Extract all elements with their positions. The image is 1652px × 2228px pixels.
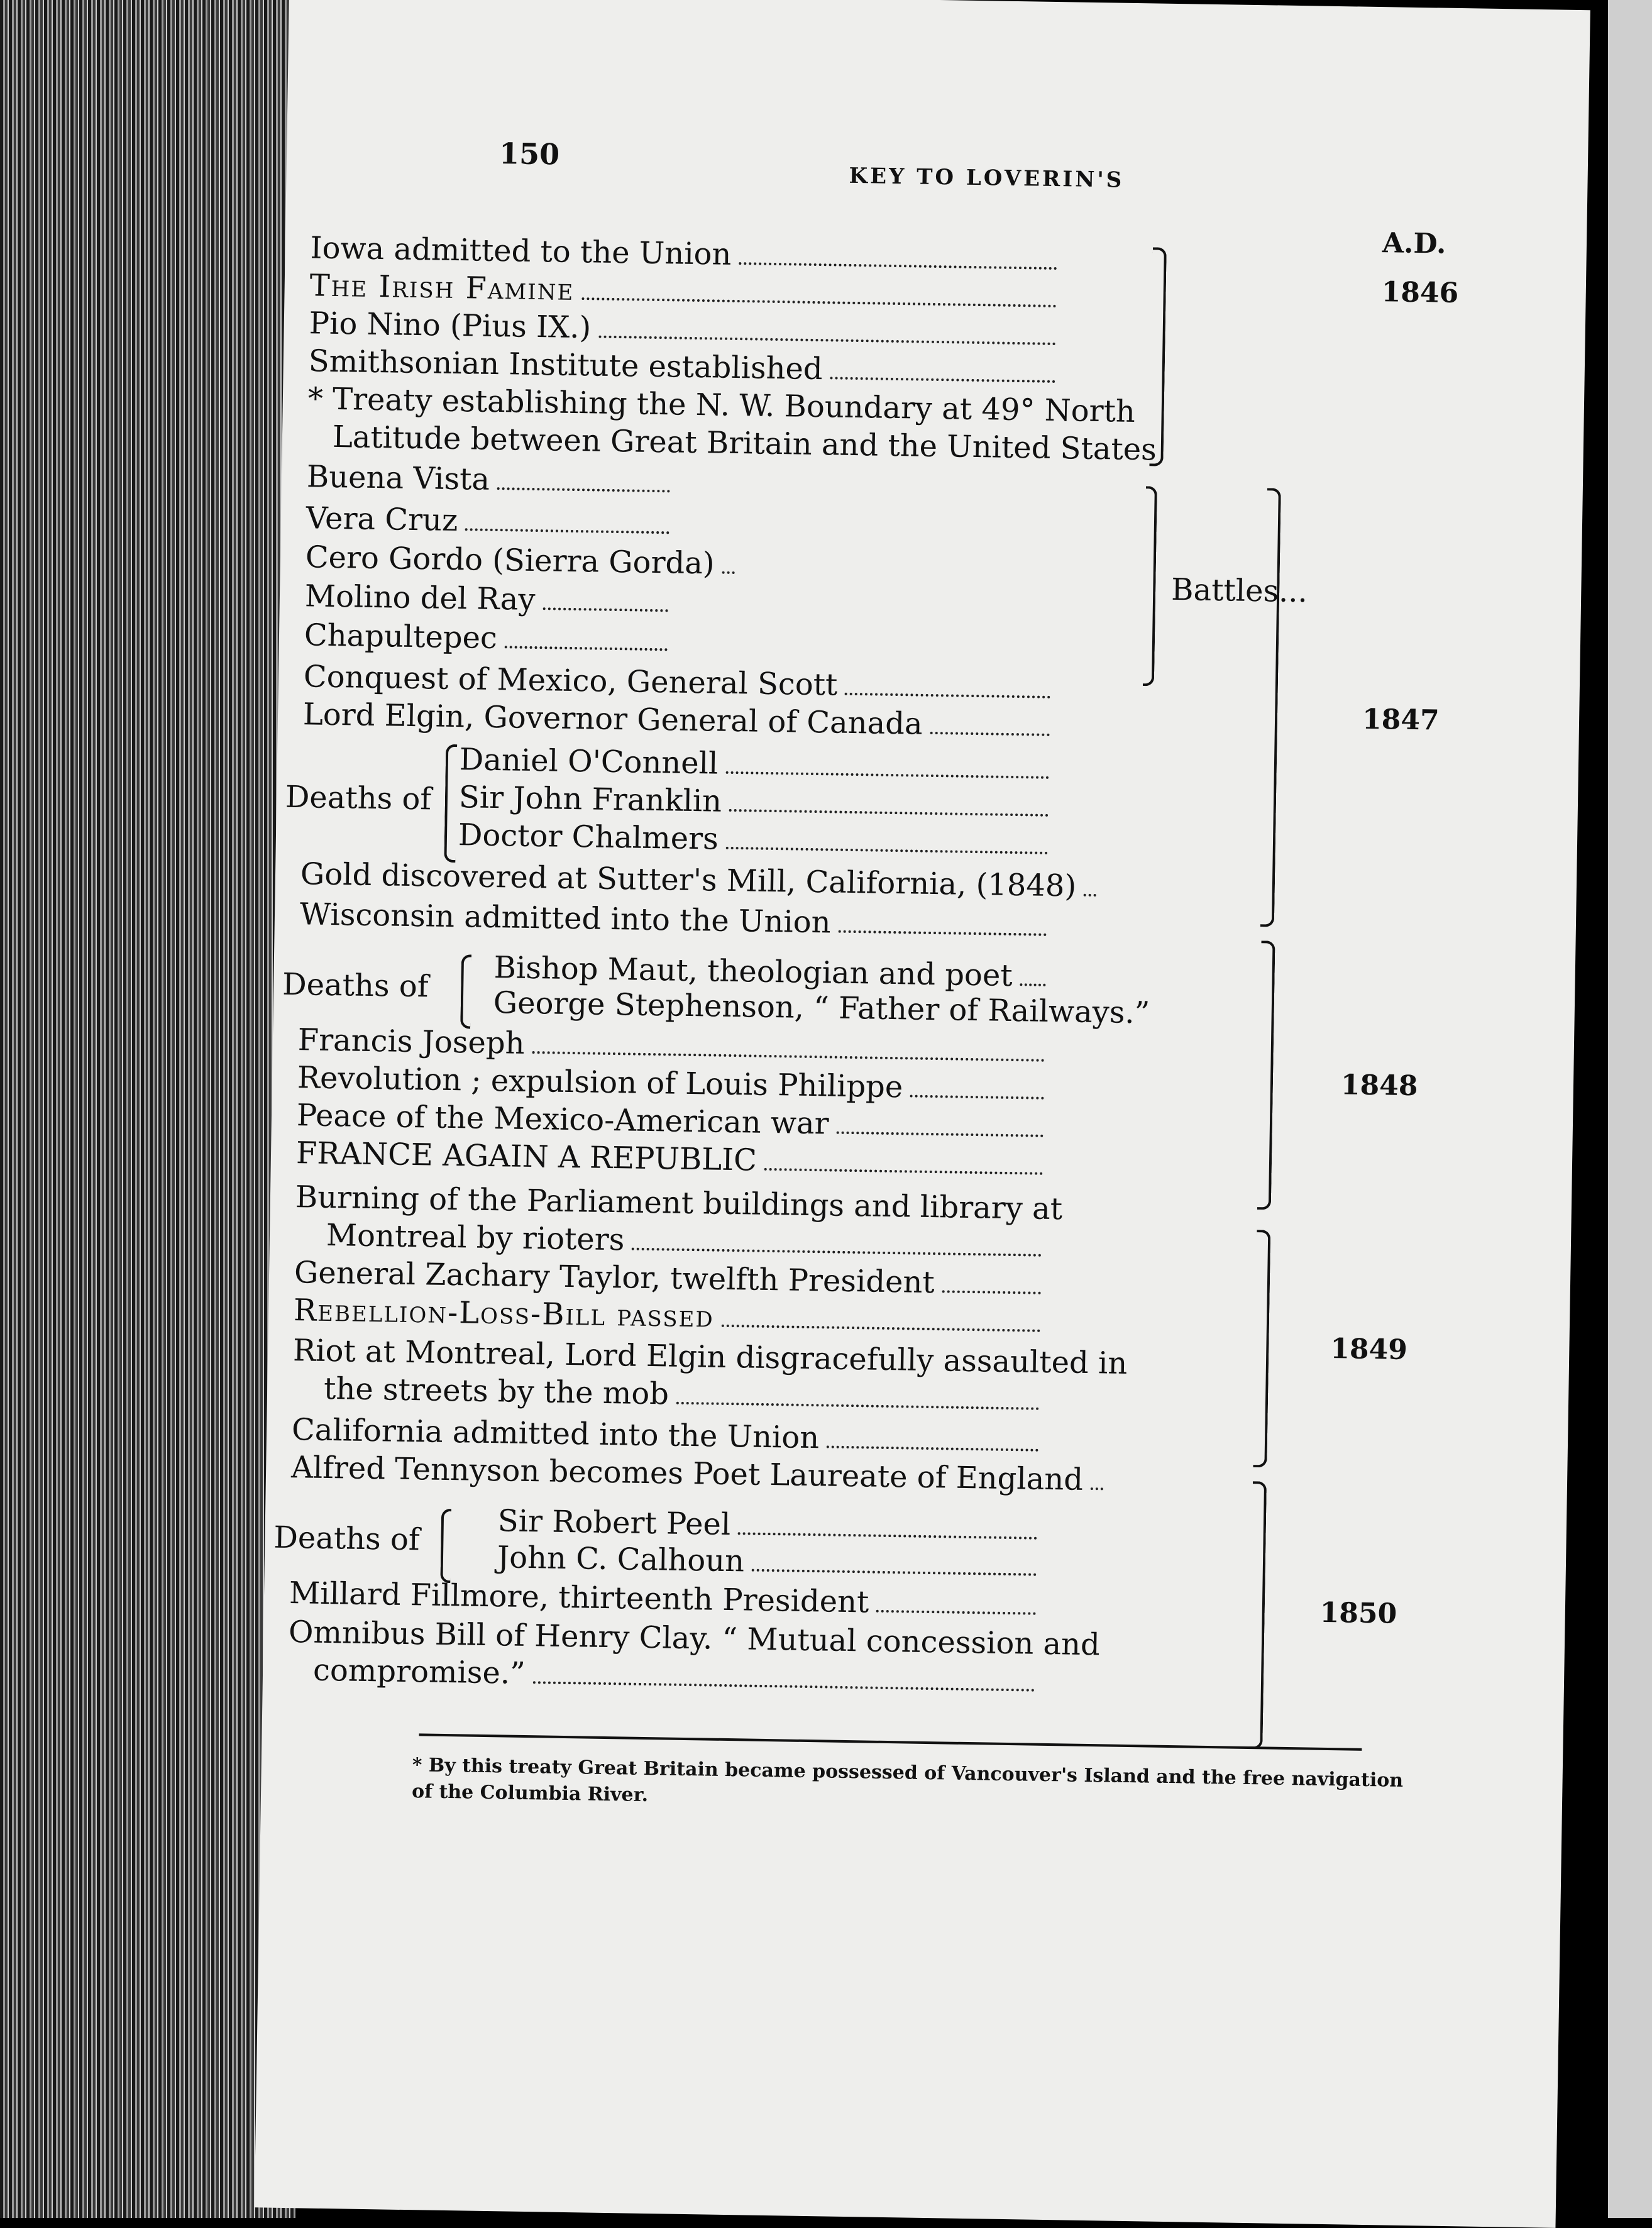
brace-1848 — [1257, 940, 1275, 1210]
leader-dots — [721, 1301, 1040, 1332]
entry-text: Iowa admitted to the Union — [310, 230, 732, 272]
leader-dots — [942, 1266, 1041, 1294]
chronology-entry — [304, 616, 668, 659]
entry-text: Revolution ; expulsion of Louis Philippe — [297, 1060, 903, 1105]
book-page — [255, 0, 1590, 2228]
brace-deaths-1850 — [440, 1509, 451, 1583]
brace-1847 — [1260, 488, 1281, 927]
leader-dots — [830, 353, 1055, 383]
leader-dots — [497, 463, 671, 492]
entry-text: Latitude between Great Britain and the United States — [332, 419, 1157, 468]
leader-dots — [1084, 870, 1097, 896]
battles-label: Battles... — [1170, 571, 1308, 610]
facing-page-edge — [1603, 0, 1652, 2218]
leader-dots — [542, 583, 668, 612]
entry-text: Rebellion-Loss-Bill passed — [293, 1293, 715, 1335]
leader-dots — [838, 907, 1047, 936]
entry-text: Millard Fillmore, thirteenth President — [289, 1575, 869, 1620]
chronology-entry — [306, 499, 669, 543]
entry-text: Pio Nino (Pius IX.) — [309, 306, 592, 346]
leader-dots — [722, 548, 735, 574]
leader-dots — [505, 622, 668, 651]
entry-text: Cero Gordo (Sierra Gorda) — [305, 539, 715, 582]
leader-dots — [827, 1421, 1039, 1451]
entry-text: Conquest of Mexico, General Scott — [303, 659, 838, 703]
leader-dots — [726, 823, 1049, 854]
entry-text: Montreal by rioters — [326, 1217, 625, 1258]
deaths-of-label-1847: Deaths of — [285, 779, 432, 817]
year-1846: 1846 — [1381, 276, 1459, 310]
leader-dots — [1020, 959, 1046, 986]
entry-text: Riot at Montreal, Lord Elgin disgracefully assaulted in — [292, 1333, 1128, 1381]
entry-text: George Stephenson, “ Father of Railways.” — [493, 985, 1150, 1031]
entry-text: FRANCE AGAIN A REPUBLIC — [295, 1135, 757, 1178]
entry-text: Sir John Franklin — [458, 780, 722, 819]
leader-dots — [910, 1071, 1045, 1099]
brace-1846 — [1149, 247, 1166, 466]
leader-dots — [581, 273, 1057, 307]
era-label: A.D. — [1382, 227, 1446, 260]
leader-dots — [752, 1545, 1037, 1576]
leader-dots — [836, 1108, 1044, 1137]
book-page-edges — [0, 0, 295, 2218]
entry-text: Lord Elgin, Governor General of Canada — [302, 697, 923, 742]
entry-text: General Zachary Taylor, twelfth President — [294, 1255, 935, 1301]
leader-dots — [532, 1657, 1035, 1692]
chronology-entry — [306, 458, 670, 501]
entry-text: Smithsonian Institute established — [308, 343, 823, 387]
entry-text: Chapultepec — [304, 617, 498, 656]
leader-dots — [1091, 1464, 1104, 1490]
entry-text: Wisconsin admitted into the Union — [299, 896, 831, 940]
brace-1850 — [1248, 1481, 1267, 1749]
leader-dots — [598, 312, 1056, 345]
leader-dots — [738, 1508, 1038, 1539]
entry-text: Gold discovered at Sutter's Mill, California, (1848) — [300, 856, 1077, 904]
entry-text: Doctor Chalmers — [458, 817, 719, 857]
leader-dots — [632, 1224, 1042, 1257]
chronology-entry — [305, 538, 735, 583]
deaths-of-label-1848: Deaths of — [282, 966, 429, 1005]
leader-dots — [845, 669, 1051, 698]
leader-dots — [676, 1378, 1040, 1410]
leader-dots — [729, 785, 1049, 817]
entry-text: Molino del Ray — [304, 578, 536, 618]
entry-text: Buena Vista — [306, 459, 490, 497]
brace-deaths-1848 — [460, 954, 471, 1029]
entry-text: * Treaty establishing the N. W. Boundary at 49° North — [307, 381, 1136, 429]
entry-text: John C. Calhoun — [497, 1540, 745, 1579]
chronology-entry — [305, 577, 668, 620]
leader-dots — [930, 708, 1050, 736]
brace-battles — [1143, 486, 1157, 686]
page-number: 150 — [498, 136, 560, 172]
entry-text: Peace of the Mexico-American war — [296, 1098, 830, 1142]
brace-deaths-1847 — [444, 744, 457, 863]
entry-text: Bishop Maut, theologian and poet — [493, 950, 1013, 994]
entry-text: Daniel O'Connell — [459, 742, 719, 781]
leader-dots — [465, 504, 670, 534]
footnote-rule — [419, 1733, 1362, 1751]
leader-dots — [876, 1586, 1037, 1615]
deaths-of-label-1850: Deaths of — [273, 1519, 421, 1558]
entry-text: Alfred Tennyson becomes Poet Laureate of England — [290, 1450, 1084, 1497]
entry-text: the streets by the mob — [323, 1370, 669, 1412]
entry-text: The Irish Famine — [309, 268, 575, 307]
entry-text: compromise.” — [312, 1652, 526, 1691]
year-1848: 1848 — [1340, 1069, 1418, 1103]
brace-1849 — [1253, 1230, 1270, 1467]
entry-text: Omnibus Bill of Henry Clay. “ Mutual concession and — [288, 1614, 1101, 1663]
entry-text: Vera Cruz — [306, 500, 458, 539]
year-1849: 1849 — [1330, 1333, 1408, 1366]
chronology-entry — [493, 984, 1150, 1032]
entry-text: Sir Robert Peel — [497, 1503, 731, 1543]
chronology-entry — [497, 1538, 1037, 1584]
leader-dots — [532, 1027, 1045, 1062]
leader-dots — [725, 747, 1049, 779]
running-head: KEY TO LOVERIN'S — [849, 163, 1125, 193]
year-1850: 1850 — [1319, 1596, 1397, 1630]
entry-text: California admitted into the Union — [291, 1412, 820, 1456]
year-1847: 1847 — [1362, 703, 1440, 737]
entry-text: Francis Joseph — [297, 1022, 526, 1061]
entry-text: Burning of the Parliament buildings and library at — [295, 1179, 1063, 1227]
leader-dots — [764, 1144, 1044, 1175]
footnote: * By this treaty Great Britain became possessed of Vancouver's Island and the free navigation of the Columbia River. — [411, 1754, 1404, 1807]
leader-dots — [739, 238, 1057, 270]
